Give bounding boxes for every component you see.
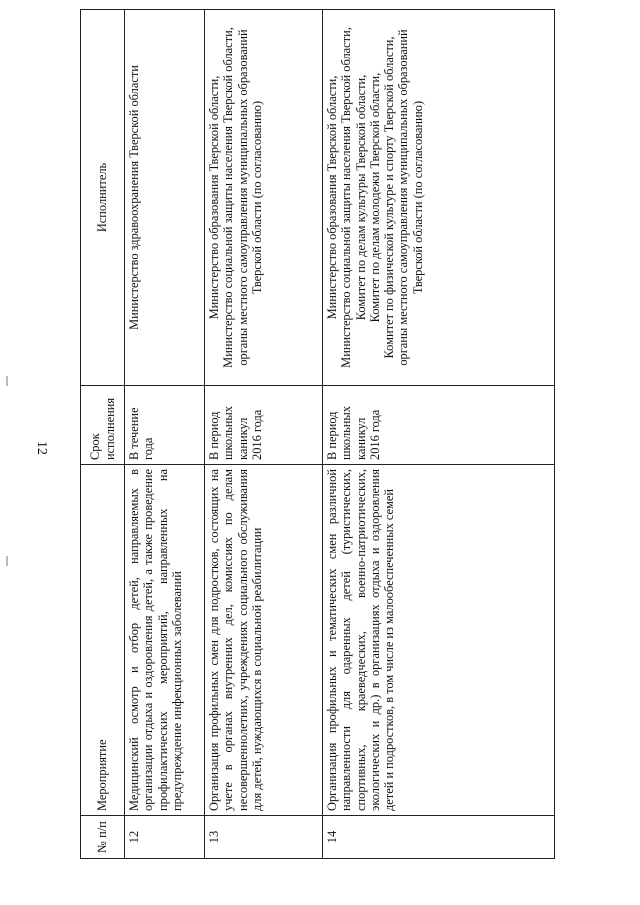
header-event: Мероприятие	[81, 465, 125, 816]
row-num: 12	[125, 816, 205, 859]
executor-line: Министерство образования Тверской области,	[325, 75, 339, 320]
row-term: В период школьных каникул 2016 года	[205, 386, 323, 465]
row-executor	[205, 10, 323, 386]
executor-line: Министерство здравоохранения Тверской области	[127, 65, 141, 330]
table-row	[323, 10, 555, 859]
executor-line: Министерство социальной защиты населения Тверской области,	[221, 27, 236, 368]
row-term: В период школьных каникул 2016 года	[323, 386, 555, 465]
executor-line: Министерство образования Тверской области,	[207, 75, 221, 320]
header-num: № п/п	[81, 816, 125, 859]
row-event: Медицинский осмотр и отбор детей, направляемых в организации отдыха и оздоровления детей, а также проведение профилактических мероприятий, направленных на предупреждение инфекционных заболеваний	[125, 465, 205, 816]
executor-line: Министерство социальной защиты населения Тверской области,	[339, 27, 354, 368]
header-term: Срок исполнения	[81, 386, 125, 465]
page-number: 12	[34, 441, 49, 455]
table-row	[125, 10, 205, 859]
table-row	[205, 10, 323, 859]
executor-line: Комитет по делам молодежи Тверской области,	[367, 72, 382, 323]
executor-line: Комитет по делам культуры Тверской области,	[353, 74, 368, 321]
header-executor: Исполнитель	[81, 10, 125, 386]
events-table	[80, 9, 555, 859]
row-executor	[323, 10, 555, 386]
row-term: В течение года	[125, 386, 205, 465]
table-header-row	[81, 10, 125, 859]
row-executor	[125, 10, 205, 386]
row-num: 14	[323, 816, 555, 859]
executor-line: органы местного самоуправления муниципальных образований Тверской области (по согласованию)	[235, 29, 264, 366]
executor-line: органы местного самоуправления муниципальных образований Тверской области (по согласованию)	[396, 29, 425, 366]
executor-line: Комитет по физической культуре и спорту Тверской области,	[382, 36, 397, 359]
row-event: Организация профильных и тематических смен различной направленности для одаренных детей (туристических, спортивных, краеведческих, военно-патриотических, экологических и др.) в организациях отдыха и оздоровления детей и подростков, в том числе из малообеспеченных семей	[323, 465, 555, 816]
row-event: Организация профильных смен для подростков, состоящих на учете в органах внутренних дел, комиссиях по делам несовершеннолетних, учреждениях социального обслуживания для детей, нуждающихся в социальной реабилитации	[205, 465, 323, 816]
row-num: 13	[205, 816, 323, 859]
